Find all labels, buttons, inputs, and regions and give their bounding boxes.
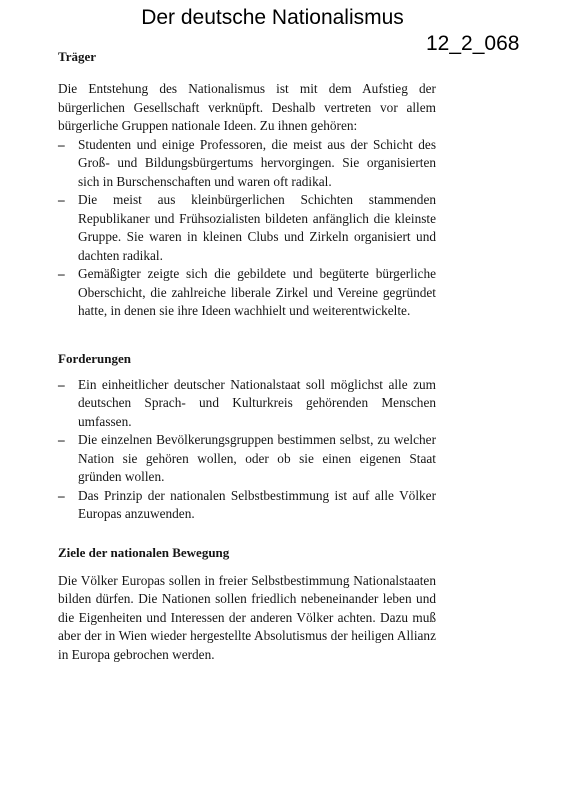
forderungen-list	[58, 376, 436, 524]
list-item: – Die meist aus kleinbürgerlichen Schichten stammenden Republikaner und Frühsozialisten bildeten anfänglich die kleinste Gruppe. Sie waren in kleinen Clubs und Zirkeln organisiert und dachten radikal.	[58, 191, 436, 265]
section-heading-traeger: Träger	[58, 49, 97, 64]
document-code: 12_2_068	[426, 32, 520, 55]
ziele-text: Die Völker Europas sollen in freier Selbstbestimmung Nationalstaaten bilden dürfen. Die Nationen sollen friedlich nebeneinander leben und die Eigenheiten und Interessen der anderen Völker achten. Dazu muß aber der in Wien wieder hergestellte Absolutismus der heiligen Allianz in Europa gebrochen werden.	[58, 572, 436, 662]
list-item: – Studenten und einige Professoren, die meist aus der Schicht des Groß- und Bildungsbürgertums hervorgingen. Sie organisierten sich in Burschenschaften und waren oft radikal.	[58, 136, 436, 192]
section-heading-forderungen: Forderungen	[58, 350, 131, 366]
list-item: – Gemäßigter zeigte sich die gebildete und begüterte bürgerliche Oberschicht, die zahlreiche liberale Zirkel und Vereine gegründet hatte, in denen sie ihre Ideen wachhielt und weiterentwickelte.	[58, 265, 436, 321]
section-ziele	[58, 544, 436, 665]
document-title: Der deutsche Nationalismus	[141, 6, 404, 29]
section-traeger	[58, 48, 436, 321]
section-forderungen	[58, 350, 436, 524]
traeger-intro: Die Entstehung des Nationalismus ist mit dem Aufstieg der bürgerlichen Gesellschaft verknüpft. Deshalb vertreten vor allem bürgerliche Gruppen nationale Ideen. Zu ihnen gehören:	[58, 81, 436, 133]
traeger-list	[58, 136, 436, 321]
section-heading-ziele: Ziele der nationalen Bewegung	[58, 544, 230, 560]
document-body	[58, 48, 436, 664]
list-item: – Das Prinzip der nationalen Selbstbestimmung ist auf alle Völker Europas anzuwenden.	[58, 487, 436, 524]
list-item: – Ein einheitlicher deutscher Nationalstaat soll möglichst alle zum deutschen Sprach- und Kulturkreis gehörenden Menschen umfassen.	[58, 376, 436, 432]
list-item: – Die einzelnen Bevölkerungsgruppen bestimmen selbst, zu welcher Nation sie gehören wollen, oder ob sie einen eigenen Staat gründen wollen.	[58, 431, 436, 487]
